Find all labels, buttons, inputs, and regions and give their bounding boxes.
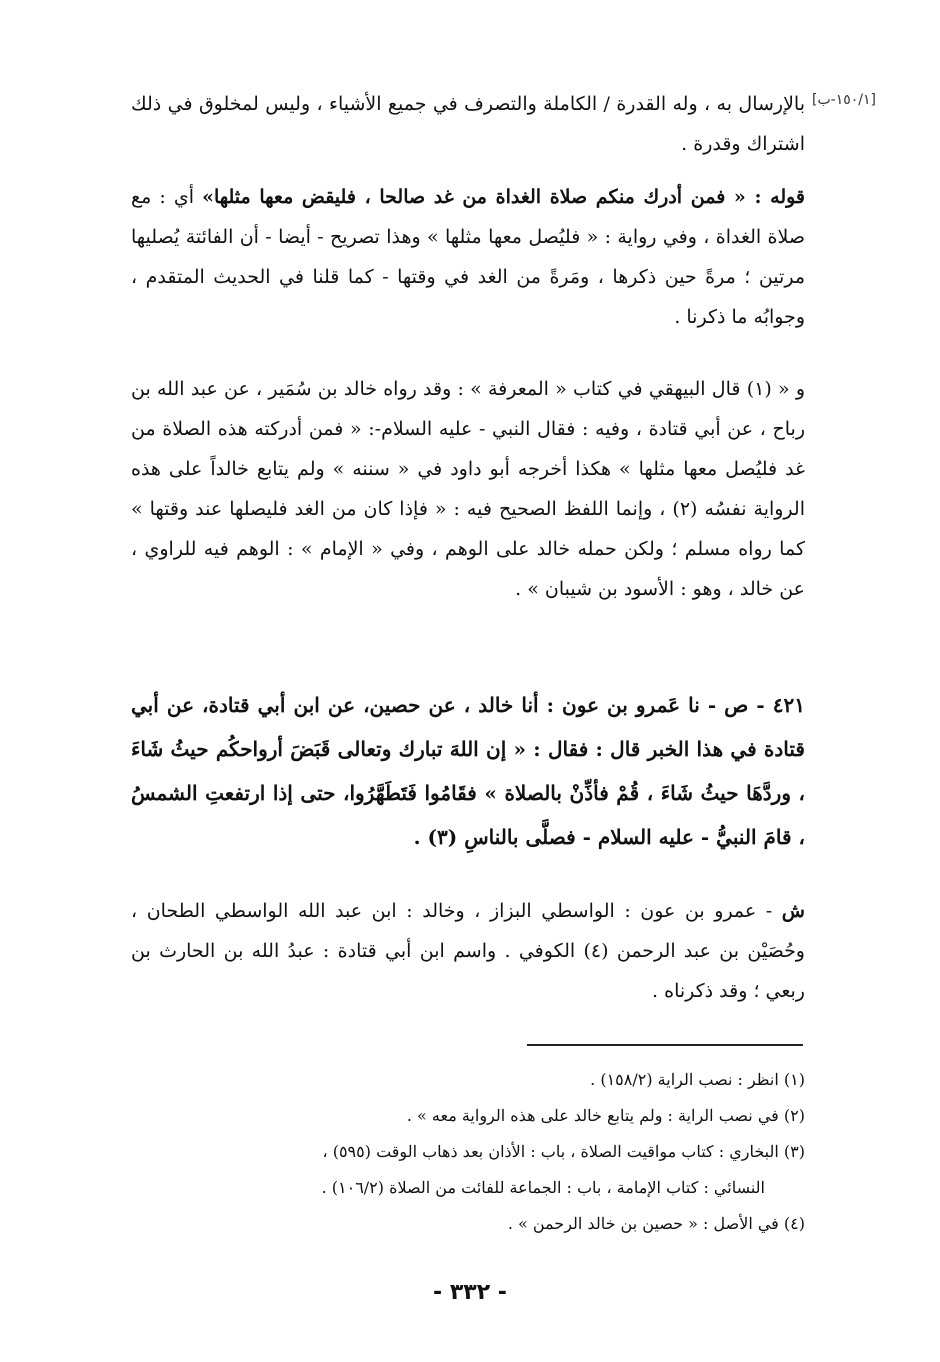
margin-marker: [١٥٠/١-ب]: [812, 92, 876, 108]
paragraph-2-text: أي : مع صلاة الغداة ، وفي رواية : « فليُصل معها مثلها » وهذا تصريح - أيضا - أن الفائتة يُصليها مرتين ؛ مرةً حين ذكرها ، ومَرةً من الغد في وقتها - كما قلنا في الحديث المتقدم ، وجوابُه ما ذكرنا .: [131, 186, 805, 328]
page-number: - ٣٣٢ -: [433, 1280, 507, 1305]
footnote-3-continued: النسائي : كتاب الإمامة ، باب : الجماعة للفائت من الصلاة (١٠٦/٢) .: [321, 1178, 765, 1197]
paragraph-5-text: - عمرو بن عون : الواسطي البزاز ، وخالد : ابن عبد الله الواسطي الطحان ، وحُصَيْن بن عبد الرحمن (٤) الكوفي . واسم ابن أبي قتادة : عبدُ الله بن الحارث بن ربعي ؛ وقد ذكرناه .: [131, 900, 805, 1002]
sharh-marker: ش: [781, 900, 805, 922]
footnote-4: (٤) في الأصل : « حصين بن خالد الرحمن » .: [507, 1214, 805, 1233]
footnote-3: (٣) البخاري : كتاب مواقيت الصلاة ، باب : الأذان بعد ذهاب الوقت (٥٩٥) ،: [322, 1142, 805, 1161]
quoted-hadith: قوله : « فمن أدرك منكم صلاة الغداة من غد صالحا ، فليقض معها مثلها»: [202, 186, 806, 208]
paragraph-3-text: و « (١) قال البيهقي في كتاب « المعرفة » : وقد رواه خالد بن سُمَير ، عن عبد الله بن رباح ، عن أبي قتادة ، وفيه : فقال النبي - عليه السلام-: « فمن أدركته هذه الصلاة من غد فليُصل معها مثلها » هكذا أخرجه أبو داود في « سننه » ولم يتابع خالداً على هذه الرواية نفسُه (٢) ، وإنما اللفظ الصحيح فيه : « فإذا كان من الغد فليصلها عند وقتها » كما رواه مسلم ؛ ولكن حمله خالد على الوهم ، وفي « الإمام » : الوهم فيه للراوي ، عن خالد ، وهو : الأسود بن شيبان » .: [131, 378, 806, 600]
paragraph-5: [131, 891, 805, 1011]
footnote-separator: [527, 1044, 803, 1046]
footnote-1: (١) انظر : نصب الراية (١٥٨/٢) .: [590, 1070, 805, 1089]
footnotes: [131, 1062, 805, 1242]
paragraph-2: [131, 177, 805, 337]
paragraph-1-text: بالإرسال به ، وله القدرة / الكاملة والتصرف في جميع الأشياء ، وليس لمخلوق في ذلك اشتراك وقدرة .: [131, 93, 805, 155]
paragraph-3: [131, 369, 805, 609]
paragraph-1: [131, 84, 805, 164]
hadith-421: [131, 683, 805, 859]
hadith-421-text: ٤٢١ - ص - نا عَمرو بن عون : أنا خالد ، عن حصين، عن ابن أبي قتادة، عن أبي قتادة في هذا الخبر قال : فقال : « إن اللهَ تبارك وتعالى قَبَضَ أرواحكُم حيثُ شَاءَ ، وردَّهَا حيثُ شَاءَ ، قُمْ فأذِّنْ بالصلاة » فقَامُوا فَتَطَهَّرُوا، حتى إذا ارتفعتِ الشمسُ ، قامَ النبيُّ - عليه السلام - فصلَّى بالناسِ (٣) .: [131, 693, 805, 849]
footnote-2: (٢) في نصب الراية : ولم يتابع خالد على هذه الرواية معه » .: [406, 1106, 805, 1125]
